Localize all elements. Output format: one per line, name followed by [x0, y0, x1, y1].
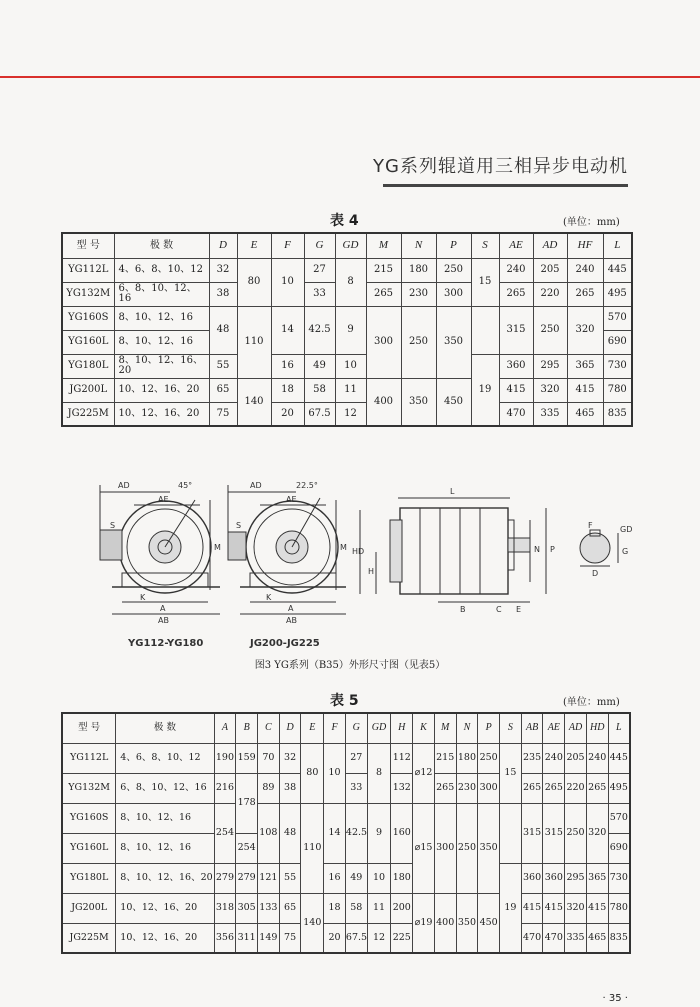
cell: 465	[567, 402, 603, 426]
col-header: K	[413, 713, 435, 743]
col-header: P	[478, 713, 500, 743]
label-D: D	[592, 569, 599, 578]
cell-merged: 400	[434, 893, 456, 953]
cell: 300	[478, 773, 500, 803]
cell-model: YG112L	[62, 743, 116, 773]
col-header: GD	[335, 233, 366, 258]
cell: 200	[391, 893, 413, 923]
col-header: A	[214, 713, 236, 743]
cell: 20	[271, 402, 304, 426]
label-K: K	[140, 593, 146, 602]
cell-merged: 250	[456, 803, 478, 893]
label-M: M	[214, 543, 221, 552]
cell: 730	[603, 354, 632, 378]
cell: 570	[608, 803, 630, 833]
cell-merged: 9	[367, 803, 391, 863]
outline-drawing	[60, 470, 640, 670]
cell-model: JG225M	[62, 923, 116, 953]
cell: 465	[586, 923, 608, 953]
cell-merged: 10	[271, 258, 304, 306]
cell-merged: 350	[436, 306, 471, 378]
label-AE: AE	[286, 495, 297, 504]
label-A: A	[288, 604, 294, 613]
label-AD: AD	[250, 481, 262, 490]
cell: 12	[335, 402, 366, 426]
label-A: A	[160, 604, 166, 613]
cell-merged: 140	[237, 378, 271, 426]
table4	[61, 232, 633, 427]
cell: 32	[279, 743, 301, 773]
cell-poles: 8、10、12、16	[116, 833, 214, 863]
label-S: S	[236, 521, 242, 530]
cell-merged: 250	[401, 306, 436, 378]
col-header: F	[271, 233, 304, 258]
table-row	[62, 893, 630, 923]
page-number: · 35 ·	[602, 993, 628, 1004]
motor-front-view-left	[100, 485, 220, 614]
cell: 279	[236, 863, 258, 893]
table-row	[62, 773, 630, 803]
col-header: AB	[521, 713, 543, 743]
col-header: C	[258, 713, 280, 743]
cell: 230	[456, 773, 478, 803]
cell-merged: 160	[391, 803, 413, 863]
table-row	[62, 378, 632, 402]
cell-model: YG160S	[62, 803, 116, 833]
cell: 55	[209, 354, 237, 378]
label-angle: 22.5°	[296, 481, 318, 490]
table5-caption: 表 5	[330, 693, 359, 709]
cell-poles: 4、6、8、10、12	[116, 743, 214, 773]
col-header: G	[304, 233, 335, 258]
cell: 220	[565, 773, 587, 803]
cell: 295	[533, 354, 567, 378]
cell-merged: 178	[236, 773, 258, 833]
cell: 149	[258, 923, 280, 953]
col-header-model: 型 号	[62, 713, 116, 743]
cell: 690	[603, 330, 632, 354]
cell: 240	[499, 258, 533, 282]
cell: 205	[533, 258, 567, 282]
cell: 320	[565, 893, 587, 923]
cell-merged: 450	[478, 893, 500, 953]
cell-model: YG160S	[62, 306, 114, 330]
cell: 570	[603, 306, 632, 330]
cell: 360	[521, 863, 543, 893]
cell-merged: 250	[565, 803, 587, 863]
col-header: E	[301, 713, 324, 743]
table-row	[62, 863, 630, 893]
cell: 27	[345, 743, 367, 773]
cell: 265	[366, 282, 401, 306]
cell: 320	[533, 378, 567, 402]
cell-empty	[500, 803, 522, 863]
cell-poles: 8、10、12、16、20	[116, 863, 214, 893]
col-header: AD	[565, 713, 587, 743]
cell: 10	[335, 354, 366, 378]
cell-merged: 315	[543, 803, 565, 863]
table4-unit: (单位：mm)	[563, 217, 620, 228]
col-header: N	[401, 233, 436, 258]
cell: 220	[533, 282, 567, 306]
col-header: F	[324, 713, 346, 743]
cell: 360	[543, 863, 565, 893]
cell: 75	[279, 923, 301, 953]
cell-merged: 300	[366, 306, 401, 378]
cell: 230	[401, 282, 436, 306]
cell: 67.5	[304, 402, 335, 426]
cell: 265	[543, 773, 565, 803]
cell: 335	[533, 402, 567, 426]
table-row	[62, 803, 630, 833]
col-header: S	[471, 233, 499, 258]
label-G: G	[622, 547, 629, 556]
cell-poles: 4、6、8、10、12	[114, 258, 209, 282]
col-header: N	[456, 713, 478, 743]
table5-header-row	[62, 713, 630, 743]
cell-merged: 254	[214, 803, 236, 863]
cell: 495	[608, 773, 630, 803]
cell: 240	[586, 743, 608, 773]
cell: 415	[499, 378, 533, 402]
cell-merged: 450	[436, 378, 471, 426]
cell: 835	[603, 402, 632, 426]
cell-merged: 350	[456, 893, 478, 953]
cell: 250	[478, 743, 500, 773]
cell: 318	[214, 893, 236, 923]
cell: 190	[214, 743, 236, 773]
label-K: K	[266, 593, 272, 602]
cell: 33	[304, 282, 335, 306]
col-header-poles: 极 数	[114, 233, 209, 258]
cell: 445	[608, 743, 630, 773]
cell-merged: 10	[324, 743, 346, 803]
cell: 67.5	[345, 923, 367, 953]
col-header: AE	[499, 233, 533, 258]
cell: 32	[209, 258, 237, 282]
cell: 12	[367, 923, 391, 953]
cell: 58	[345, 893, 367, 923]
cell-merged: 110	[301, 803, 324, 893]
col-header: M	[434, 713, 456, 743]
label-H: H	[368, 567, 375, 576]
cell-empty	[471, 306, 499, 354]
cell: 415	[521, 893, 543, 923]
cell: 216	[214, 773, 236, 803]
cell: 265	[521, 773, 543, 803]
cell-merged: 9	[335, 306, 366, 354]
label-P: P	[550, 545, 555, 554]
col-header: D	[209, 233, 237, 258]
cell-merged: 320	[567, 306, 603, 354]
cell-merged: 15	[471, 258, 499, 306]
cell: 215	[366, 258, 401, 282]
cell-merged: 315	[521, 803, 543, 863]
cell-merged: 48	[279, 803, 301, 863]
cell: 415	[586, 893, 608, 923]
label-L: L	[450, 487, 455, 496]
cell-merged: 108	[258, 803, 280, 863]
cell-poles: 10、12、16、20	[116, 893, 214, 923]
col-header-poles: 极 数	[116, 713, 214, 743]
cell: 780	[608, 893, 630, 923]
cell: 121	[258, 863, 280, 893]
table-row	[62, 306, 632, 330]
table-row	[62, 402, 632, 426]
cell: 295	[565, 863, 587, 893]
table5	[61, 712, 631, 954]
cell-merged: 320	[586, 803, 608, 863]
cell-merged: ⌀15	[413, 803, 435, 893]
cell: 365	[586, 863, 608, 893]
cell-poles: 8、10、12、16	[114, 330, 209, 354]
cell: 305	[236, 893, 258, 923]
cell-merged: 14	[324, 803, 346, 863]
cell-merged: 8	[335, 258, 366, 306]
cell: 835	[608, 923, 630, 953]
cell-model: JG225M	[62, 402, 114, 426]
cell: 11	[367, 893, 391, 923]
cell: 132	[391, 773, 413, 803]
cell: 27	[304, 258, 335, 282]
figure-caption: 图3 YG系列（B35）外形尺寸图（见表5）	[254, 660, 446, 671]
cell-merged: 350	[478, 803, 500, 893]
cell: 11	[335, 378, 366, 402]
cell-merged: 300	[434, 803, 456, 893]
cell: 49	[304, 354, 335, 378]
cell-merged: 19	[500, 863, 522, 953]
cell-merged: 42.5	[345, 803, 367, 863]
cell-poles: 8、10、12、16	[116, 803, 214, 833]
cell: 55	[279, 863, 301, 893]
cell: 495	[603, 282, 632, 306]
label-AE: AE	[158, 495, 169, 504]
cell: 780	[603, 378, 632, 402]
label-GD: GD	[620, 525, 633, 534]
cell: 180	[456, 743, 478, 773]
cell: 470	[521, 923, 543, 953]
page-title: YG系列辊道用三相异步电动机	[373, 156, 628, 177]
table-row	[62, 258, 632, 282]
col-header: P	[436, 233, 471, 258]
col-header: AE	[543, 713, 565, 743]
cell-model: JG200L	[62, 378, 114, 402]
cell: 112	[391, 743, 413, 773]
cell: 240	[567, 258, 603, 282]
cell-model: YG132M	[62, 773, 116, 803]
cell-poles: 6、8、10、12、16	[116, 773, 214, 803]
label-M: M	[340, 543, 347, 552]
cell: 16	[271, 354, 304, 378]
cell-model: YG160L	[62, 833, 116, 863]
cell: 300	[436, 282, 471, 306]
cell: 215	[434, 743, 456, 773]
label-B: B	[460, 605, 466, 614]
cell-merged: 110	[237, 306, 271, 378]
label-AB: AB	[286, 616, 297, 625]
col-header: L	[608, 713, 630, 743]
col-header: G	[345, 713, 367, 743]
caption-middle: JG200-JG225	[250, 638, 320, 649]
cell: 49	[345, 863, 367, 893]
cell: 70	[258, 743, 280, 773]
cell: 225	[391, 923, 413, 953]
cell-merged: 42.5	[304, 306, 335, 354]
cell-poles: 10、12、16、20	[116, 923, 214, 953]
cell: 38	[209, 282, 237, 306]
cell: 265	[567, 282, 603, 306]
cell: 470	[543, 923, 565, 953]
cell: 33	[345, 773, 367, 803]
label-S: S	[110, 521, 116, 530]
cell-merged: 14	[271, 306, 304, 354]
cell: 445	[603, 258, 632, 282]
col-header: D	[279, 713, 301, 743]
cell: 415	[567, 378, 603, 402]
col-header-model: 型 号	[62, 233, 114, 258]
cell: 133	[258, 893, 280, 923]
cell: 18	[324, 893, 346, 923]
label-E: E	[516, 605, 522, 614]
cell-model: YG112L	[62, 258, 114, 282]
table-row	[62, 743, 630, 773]
col-header: S	[500, 713, 522, 743]
cell: 65	[209, 378, 237, 402]
cell: 205	[565, 743, 587, 773]
cell: 265	[499, 282, 533, 306]
cell: 235	[521, 743, 543, 773]
cell: 10	[367, 863, 391, 893]
cell-model: YG180L	[62, 354, 114, 378]
cell: 279	[214, 863, 236, 893]
col-header: M	[366, 233, 401, 258]
cell-merged: 80	[237, 258, 271, 306]
cell: 365	[567, 354, 603, 378]
cell-merged: 250	[533, 306, 567, 354]
cell: 180	[401, 258, 436, 282]
cell-merged: 315	[499, 306, 533, 354]
cell: 250	[436, 258, 471, 282]
table4-header-row	[62, 233, 632, 258]
cell: 415	[543, 893, 565, 923]
col-header: AD	[533, 233, 567, 258]
table5-unit: (单位：mm)	[563, 697, 620, 708]
table-row	[62, 354, 632, 378]
cell-merged: ⌀12	[413, 743, 435, 803]
cell-merged: ⌀19	[413, 893, 435, 953]
col-header: HD	[586, 713, 608, 743]
cell: 690	[608, 833, 630, 863]
cell: 311	[236, 923, 258, 953]
col-header: HF	[567, 233, 603, 258]
cell: 65	[279, 893, 301, 923]
col-header: B	[236, 713, 258, 743]
cell-merged: 48	[209, 306, 237, 354]
cell: 356	[214, 923, 236, 953]
cell: 254	[236, 833, 258, 863]
cell: 730	[608, 863, 630, 893]
cell-poles: 10、12、16、20	[114, 378, 209, 402]
cell-merged: 400	[366, 378, 401, 426]
cell: 75	[209, 402, 237, 426]
cell: 335	[565, 923, 587, 953]
motor-side-view	[360, 498, 546, 602]
cell-merged: 350	[401, 378, 436, 426]
cell: 89	[258, 773, 280, 803]
label-angle: 45°	[178, 481, 193, 490]
col-header: GD	[367, 713, 391, 743]
cell-merged: 80	[301, 743, 324, 803]
col-header: H	[391, 713, 413, 743]
cell: 180	[391, 863, 413, 893]
shaft-key-section	[580, 530, 618, 566]
cell: 360	[499, 354, 533, 378]
cell-model: JG200L	[62, 893, 116, 923]
cell: 265	[586, 773, 608, 803]
cell-merged: 140	[301, 893, 324, 953]
col-header: L	[603, 233, 632, 258]
cell-model: YG132M	[62, 282, 114, 306]
table4-caption: 表 4	[330, 213, 359, 229]
cell-poles: 10、12、16、20	[114, 402, 209, 426]
cell-poles: 8、10、12、16	[114, 306, 209, 330]
col-header: E	[237, 233, 271, 258]
label-AB: AB	[158, 616, 169, 625]
cell: 38	[279, 773, 301, 803]
cell: 58	[304, 378, 335, 402]
cell-poles: 8、10、12、16、20	[114, 354, 209, 378]
cell-poles: 6、8、10、12、16	[114, 282, 209, 306]
table-row	[62, 923, 630, 953]
caption-left: YG112-YG180	[128, 638, 204, 649]
label-C: C	[496, 605, 502, 614]
label-F: F	[588, 521, 593, 530]
cell: 240	[543, 743, 565, 773]
cell-merged: 19	[471, 354, 499, 426]
cell-merged: 15	[500, 743, 522, 803]
cell: 265	[434, 773, 456, 803]
label-N: N	[534, 545, 540, 554]
label-HD: HD	[352, 547, 365, 556]
motor-front-view-middle	[228, 485, 346, 614]
cell-merged: 8	[367, 743, 391, 803]
cell: 20	[324, 923, 346, 953]
cell: 18	[271, 378, 304, 402]
cell: 470	[499, 402, 533, 426]
cell-model: YG160L	[62, 330, 114, 354]
cell: 159	[236, 743, 258, 773]
header-red-rule	[0, 76, 700, 78]
cell: 16	[324, 863, 346, 893]
title-underline	[383, 184, 628, 187]
cell-model: YG180L	[62, 863, 116, 893]
label-AD: AD	[118, 481, 130, 490]
